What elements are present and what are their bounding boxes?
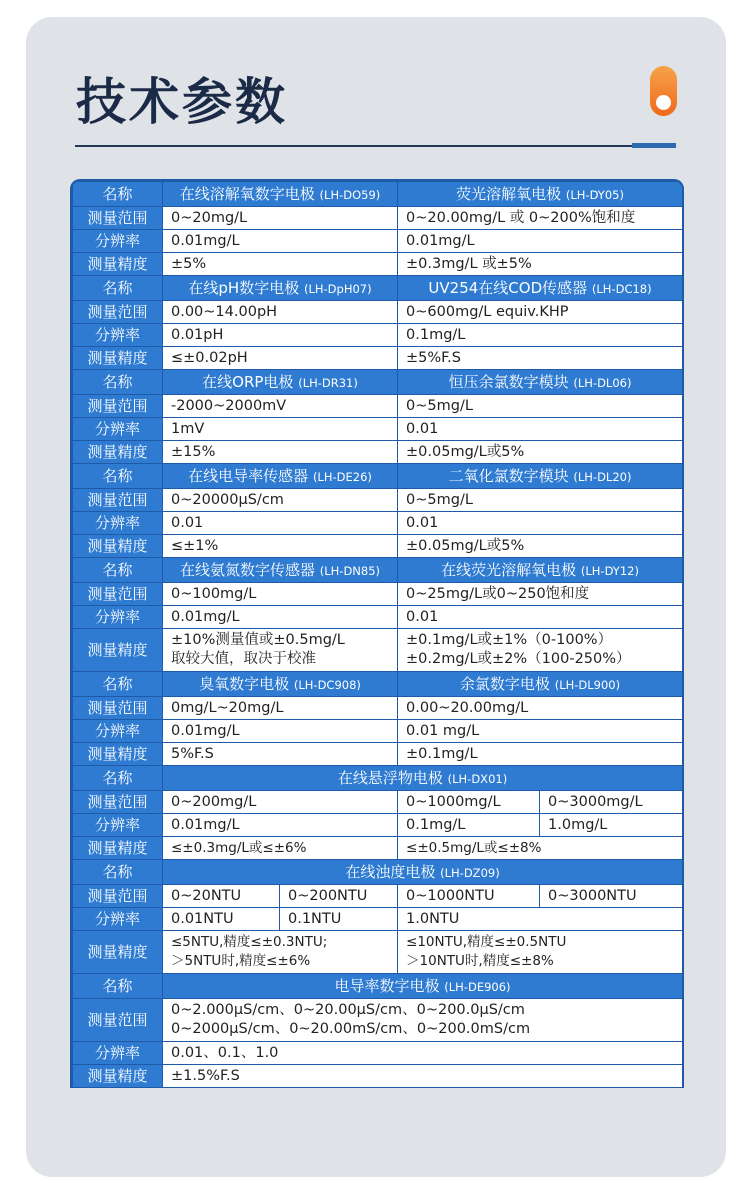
- product-name: 在线电导率传感器 (LH-DE26): [163, 464, 398, 489]
- table-row: [73, 583, 683, 606]
- label-name: 名称: [73, 182, 163, 207]
- product-name: 在线氨氮数字传感器 (LH-DN85): [163, 558, 398, 583]
- cell-value: 0~25mg/L或0~250饱和度: [398, 583, 683, 606]
- cell-value: 0~600mg/L equiv.KHP: [398, 301, 683, 324]
- table-row: [73, 370, 683, 395]
- label-accuracy: 测量精度: [73, 743, 163, 766]
- label-range: 测量范围: [73, 583, 163, 606]
- cell-value: ≤±0.3mg/L或≤±6%: [163, 837, 398, 860]
- cell-value: 0~20NTU: [163, 885, 280, 908]
- label-range: 测量范围: [73, 697, 163, 720]
- label-name: 名称: [73, 766, 163, 791]
- table-row: [73, 182, 683, 207]
- label-resolution: 分辨率: [73, 814, 163, 837]
- product-name: 二氧化氯数字模块 (LH-DL20): [398, 464, 683, 489]
- cell-value: 1.0NTU: [398, 908, 683, 931]
- label-resolution: 分辨率: [73, 1042, 163, 1065]
- cell-value: 0.00~14.00pH: [163, 301, 398, 324]
- label-accuracy: 测量精度: [73, 629, 163, 672]
- cell-value: 1.0mg/L: [540, 814, 683, 837]
- table-row: [73, 814, 683, 837]
- cell-value: 0~100mg/L: [163, 583, 398, 606]
- table-row: [73, 672, 683, 697]
- cell-value: ≤10NTU,精度≤±0.5NTU ＞10NTU时,精度≤±8%: [398, 931, 683, 974]
- cell-value: ±10%测量值或±0.5mg/L 取较大值，取决于校准: [163, 629, 398, 672]
- table-row: [73, 395, 683, 418]
- product-name: 在线浊度电极 (LH-DZ09): [163, 860, 683, 885]
- title-divider-accent: [632, 143, 676, 148]
- table-row: [73, 558, 683, 583]
- cell-value: ±0.1mg/L: [398, 743, 683, 766]
- label-accuracy: 测量精度: [73, 837, 163, 860]
- spec-table: [72, 181, 683, 1088]
- table-row: [73, 606, 683, 629]
- scroll-badge-icon: [650, 66, 677, 116]
- label-name: 名称: [73, 672, 163, 697]
- label-accuracy: 测量精度: [73, 1065, 163, 1088]
- table-row: [73, 629, 683, 672]
- cell-value: 0.01: [398, 606, 683, 629]
- table-row: [73, 885, 683, 908]
- cell-value: -2000~2000mV: [163, 395, 398, 418]
- table-row: [73, 464, 683, 489]
- product-name: 电导率数字电极 (LH-DE906): [163, 974, 683, 999]
- badge-dot: [656, 95, 671, 110]
- cell-value: 0~5mg/L: [398, 395, 683, 418]
- table-row: [73, 207, 683, 230]
- table-row: [73, 931, 683, 974]
- cell-value: 0~3000mg/L: [540, 791, 683, 814]
- table-row: [73, 766, 683, 791]
- cell-value: ≤±0.02pH: [163, 347, 398, 370]
- table-row: [73, 999, 683, 1042]
- cell-value: 0.1NTU: [280, 908, 398, 931]
- title-divider: [75, 145, 675, 147]
- table-row: [73, 1042, 683, 1065]
- cell-value: 0.01mg/L: [163, 230, 398, 253]
- label-name: 名称: [73, 860, 163, 885]
- label-resolution: 分辨率: [73, 606, 163, 629]
- table-row: [73, 253, 683, 276]
- label-name: 名称: [73, 558, 163, 583]
- cell-value: 0~2.000μS/cm、0~20.00μS/cm、0~200.0μS/cm 0~2000μS/cm、0~20.00mS/cm、0~200.0mS/cm: [163, 999, 683, 1042]
- label-resolution: 分辨率: [73, 720, 163, 743]
- label-resolution: 分辨率: [73, 908, 163, 931]
- cell-value: ±0.05mg/L或5%: [398, 441, 683, 464]
- cell-value: ±5%F.S: [398, 347, 683, 370]
- product-name: 臭氧数字电极 (LH-DC908): [163, 672, 398, 697]
- cell-value: ≤±1%: [163, 535, 398, 558]
- label-range: 测量范围: [73, 207, 163, 230]
- label-resolution: 分辨率: [73, 512, 163, 535]
- product-name: 余氯数字电极 (LH-DL900): [398, 672, 683, 697]
- table-row: [73, 697, 683, 720]
- product-name: 恒压余氯数字模块 (LH-DL06): [398, 370, 683, 395]
- label-resolution: 分辨率: [73, 418, 163, 441]
- label-name: 名称: [73, 370, 163, 395]
- table-row: [73, 276, 683, 301]
- label-accuracy: 测量精度: [73, 931, 163, 974]
- cell-value: 1mV: [163, 418, 398, 441]
- table-row: [73, 489, 683, 512]
- cell-value: 0.01: [163, 512, 398, 535]
- label-accuracy: 测量精度: [73, 441, 163, 464]
- table-row: [73, 791, 683, 814]
- cell-value: 0.01NTU: [163, 908, 280, 931]
- cell-value: 0.01mg/L: [163, 814, 398, 837]
- cell-value: ±1.5%F.S: [163, 1065, 683, 1088]
- cell-value: 0.1mg/L: [398, 814, 540, 837]
- product-name: UV254在线COD传感器 (LH-DC18): [398, 276, 683, 301]
- table-row: [73, 908, 683, 931]
- spec-table-container: [70, 179, 684, 1088]
- label-resolution: 分辨率: [73, 230, 163, 253]
- label-range: 测量范围: [73, 885, 163, 908]
- table-row: [73, 535, 683, 558]
- label-accuracy: 测量精度: [73, 347, 163, 370]
- label-range: 测量范围: [73, 395, 163, 418]
- label-resolution: 分辨率: [73, 324, 163, 347]
- cell-value: 0.01: [398, 512, 683, 535]
- label-accuracy: 测量精度: [73, 253, 163, 276]
- cell-value: 0~1000NTU: [398, 885, 540, 908]
- label-range: 测量范围: [73, 791, 163, 814]
- cell-value: 0~5mg/L: [398, 489, 683, 512]
- cell-value: ±5%: [163, 253, 398, 276]
- table-row: [73, 837, 683, 860]
- table-row: [73, 418, 683, 441]
- cell-value: 5%F.S: [163, 743, 398, 766]
- table-row: [73, 441, 683, 464]
- cell-value: 0.01mg/L: [398, 230, 683, 253]
- label-name: 名称: [73, 974, 163, 999]
- cell-value: 0.01 mg/L: [398, 720, 683, 743]
- table-row: [73, 720, 683, 743]
- cell-value: 0.00~20.00mg/L: [398, 697, 683, 720]
- cell-value: ±0.05mg/L或5%: [398, 535, 683, 558]
- table-row: [73, 860, 683, 885]
- cell-value: 0~20.00mg/L 或 0~200%饱和度: [398, 207, 683, 230]
- table-row: [73, 230, 683, 253]
- product-name: 在线ORP电极 (LH-DR31): [163, 370, 398, 395]
- cell-value: 0.01: [398, 418, 683, 441]
- cell-value: 0~200NTU: [280, 885, 398, 908]
- label-accuracy: 测量精度: [73, 535, 163, 558]
- label-name: 名称: [73, 276, 163, 301]
- label-range: 测量范围: [73, 301, 163, 324]
- cell-value: ±15%: [163, 441, 398, 464]
- cell-value: 0.01、0.1、1.0: [163, 1042, 683, 1065]
- cell-value: 0.1mg/L: [398, 324, 683, 347]
- cell-value: ≤5NTU,精度≤±0.3NTU; ＞5NTU时,精度≤±6%: [163, 931, 398, 974]
- label-name: 名称: [73, 464, 163, 489]
- cell-value: ±0.3mg/L 或±5%: [398, 253, 683, 276]
- cell-value: 0.01mg/L: [163, 606, 398, 629]
- cell-value: ≤±0.5mg/L或≤±8%: [398, 837, 683, 860]
- cell-value: 0~1000mg/L: [398, 791, 540, 814]
- product-name: 荧光溶解氧电极 (LH-DY05): [398, 182, 683, 207]
- cell-value: 0~200mg/L: [163, 791, 398, 814]
- product-name: 在线悬浮物电极 (LH-DX01): [163, 766, 683, 791]
- product-name: 在线溶解氧数字电极 (LH-DO59): [163, 182, 398, 207]
- cell-value: 0mg/L~20mg/L: [163, 697, 398, 720]
- table-row: [73, 743, 683, 766]
- product-name: 在线荧光溶解氧电极 (LH-DY12): [398, 558, 683, 583]
- table-row: [73, 301, 683, 324]
- cell-value: 0~20000μS/cm: [163, 489, 398, 512]
- cell-value: ±0.1mg/L或±1%（0-100%） ±0.2mg/L或±2%（100-250%）: [398, 629, 683, 672]
- table-row: [73, 324, 683, 347]
- label-range: 测量范围: [73, 489, 163, 512]
- cell-value: 0~3000NTU: [540, 885, 683, 908]
- table-row: [73, 1065, 683, 1088]
- product-name: 在线pH数字电极 (LH-DpH07): [163, 276, 398, 301]
- cell-value: 0~20mg/L: [163, 207, 398, 230]
- table-row: [73, 974, 683, 999]
- page-title: 技术参数: [76, 73, 288, 131]
- table-row: [73, 512, 683, 535]
- cell-value: 0.01pH: [163, 324, 398, 347]
- cell-value: 0.01mg/L: [163, 720, 398, 743]
- label-range: 测量范围: [73, 999, 163, 1042]
- table-row: [73, 347, 683, 370]
